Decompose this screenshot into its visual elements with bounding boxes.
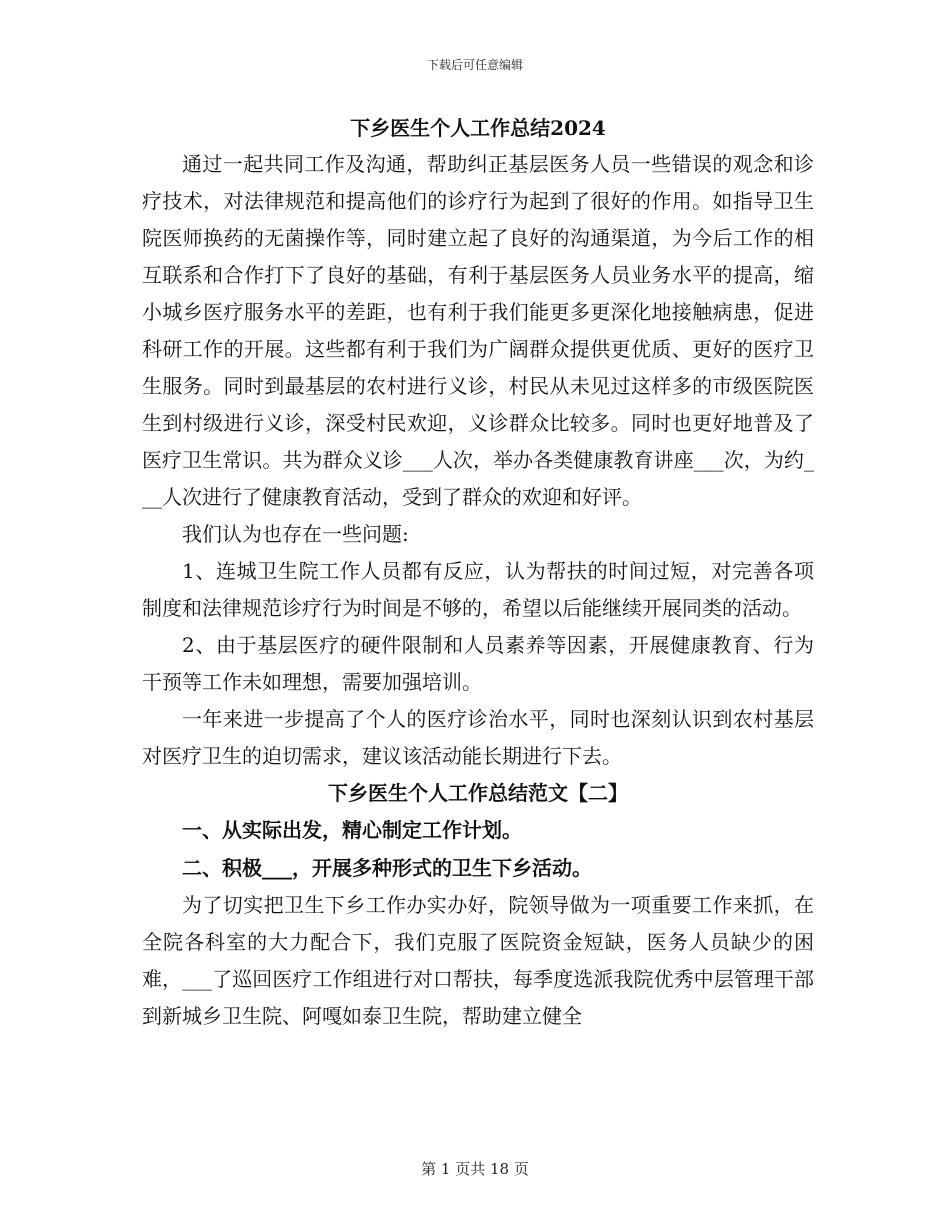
header-note: 下载后可任意编辑 xyxy=(426,58,523,72)
section-2-heading-1: 一、从实际出发，精心制定工作计划。 xyxy=(182,818,522,842)
paragraph-4: 2、由于基层医疗的硬件限制和人员素养等因素，开展健康教育、行为干预等工作未如理想，需要加强培训。 xyxy=(142,633,814,694)
paragraph-2: 我们认为也存在一些问题: xyxy=(182,522,409,546)
page-number: 第 1 页共 18 页 xyxy=(421,1160,529,1178)
section-2-title: 下乡医生个人工作总结范文【二】 xyxy=(328,781,628,805)
paragraph-3: 1、连城卫生院工作人员都有反应，认为帮扶的时间过短，对完善各项制度和法律规范诊疗行为时间是不够的，希望以后能继续开展同类的活动。 xyxy=(142,559,814,620)
paragraph-5: 一年来进一步提高了个人的医疗诊治水平，同时也深刻认识到农村基层对医疗卫生的迫切需求，建议该活动能长期进行下去。 xyxy=(142,707,814,768)
document-title: 下乡医生个人工作总结2024 xyxy=(350,116,606,140)
document-body xyxy=(142,110,814,1035)
section-2-paragraph: 为了切实把卫生下乡工作办实办好，院领导做为一项重要工作来抓，在全院各科室的大力配合下，我们克服了医院资金短缺，医务人员缺少的困难，___了巡回医疗工作组进行对口帮扶，每季度选派我院优秀中层管理干部到新城乡卫生院、阿嘎如泰卫生院，帮助建立健全 xyxy=(142,893,814,1028)
section-2-heading-2: 二、积极___，开展多种形式的卫生下乡活动。 xyxy=(182,856,592,880)
paragraph-1: 通过一起共同工作及沟通，帮助纠正基层医务人员一些错误的观念和诊疗技术，对法律规范和提高他们的诊疗行为起到了很好的作用。如指导卫生院医师换药的无菌操作等，同时建立起了良好的沟通渠道，为今后工作的相互联系和合作打下了良好的基础，有利于基层医务人员业务水平的提高，缩小城乡医疗服务水平的差距，也有利于我们能更多更深化地接触病患，促进科研工作的开展。这些都有利于我们为广阔群众提供更优质、更好的医疗卫生服务。同时到最基层的农村进行义诊，村民从未见过这样多的市级医院医生到村级进行义诊，深受村民欢迎，义诊群众比较多。同时也更好地普及了医疗卫生常识。共为群众义诊___人次，举办各类健康教育讲座___次，为约___人次进行了健康教育活动，受到了群众的欢迎和好评。 xyxy=(142,152,814,509)
